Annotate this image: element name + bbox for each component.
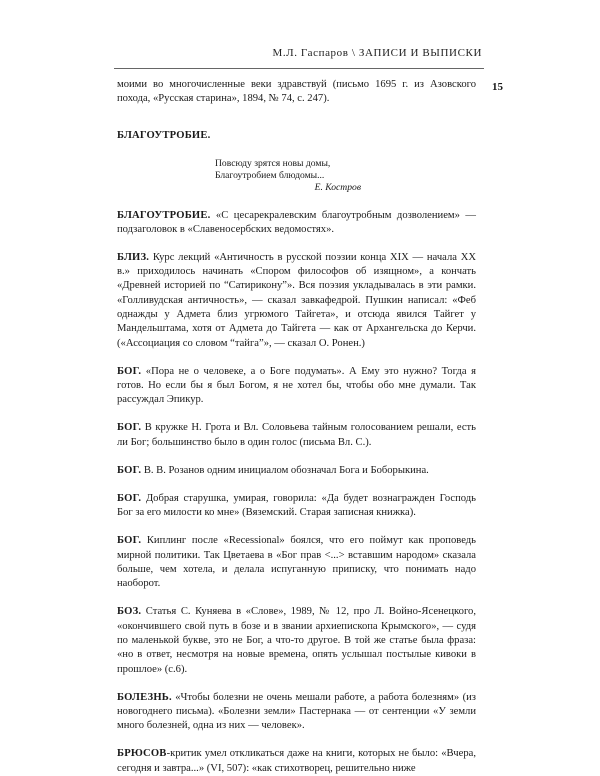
dictionary-entry <box>117 492 476 521</box>
entry-headword: БОГ. <box>117 422 142 434</box>
entry-text: -критик умел откликаться даже на книги, которых не было: «Вчера, сегодня и завтра...» (VI, 507): «как стихотворец, решительно ниже <box>117 748 476 774</box>
entry-headword: БЛИЗ. <box>117 251 150 263</box>
entry-text: В. В. Розанов одним инициалом обозначал Бога и Боборыкина. <box>141 464 429 476</box>
epigraph-line: Благоутробием блюдомы... <box>215 170 325 182</box>
entry-text: Статья С. Куняева в «Слове», 1989, № 12, про Л. Войно-Ясенецкого, «окончившего свой путь в бозе и в звании архиепископа Крымского», — судя по маленькой букве, это не Бог, а что-то другое. В той же статье была фраза: «но в ответ, несмотря на новые времена, опять услышал постылые кивоки в прошлое» (с.6). <box>117 606 476 675</box>
entry-headword: БРЮСОВ <box>117 748 167 760</box>
entry-headword: БЛАГОУТРОБИЕ. <box>117 209 211 221</box>
dictionary-entry <box>117 421 476 450</box>
dictionary-entry <box>117 605 476 676</box>
dictionary-entry <box>117 464 476 478</box>
dictionary-entry <box>117 365 476 408</box>
dictionary-entry <box>117 209 476 238</box>
header-rule <box>114 68 484 69</box>
entry-headword: БОГ. <box>117 535 142 547</box>
entry-text: Добрая старушка, умирая, говорила: «Да будет вознагражден Господь Бог за его милости ко мне» (Вяземский. Старая записная книжка). <box>117 492 476 519</box>
entry-text: «С цесарекралевским благоутробным дозволением» — подзаголовок в «Славеносербских ведомостях». <box>117 209 476 235</box>
section-title: БЛАГОУТРОБИЕ. <box>117 129 211 141</box>
entry-text: Курс лекций «Античность в русской поэзии конца XIX — начала XX в.» приходилось начинать «Спором философов об изящном», а кончать «Древней историей по “Сатирикону”». Вся поэзия укладывалась в эти рамки. «Голливудская античность», — сказал завкафедрой. Пушкин написал: «Феб однажды у Адмета близ угрюмого Тайгета», и отсюда явился Тайгет у Мандельштама, хотя от Адмета до Тайгета — как от Архангельска до Керчи. («Ассоциация со словом “тайга”», — сказал О. Ронен.) <box>117 251 476 349</box>
entry-headword: БОЛЕЗНЬ. <box>117 691 172 703</box>
entry-text: «Чтобы болезни не очень мешали работе, а работа болезням» (из новогоднего письма). «Болезни земли» Пастернака — от сентенции «У земли много болезней, одна из них — человек». <box>117 691 476 732</box>
entry-text: В кружке Н. Грота и Вл. Соловьева тайным голосованием решали, есть ли Бог; большинство было в один голос (письма Вл. С.). <box>117 422 476 448</box>
dictionary-entry <box>117 691 476 734</box>
intro-paragraph: моими во многочисленные веки здравствуй (письмо 1695 г. из Азовского похода, «Русская старина», 1894, № 74, с. 247). <box>117 79 476 105</box>
epigraph-author: Е. Костров <box>314 182 361 194</box>
entry-headword: БОГ. <box>117 365 142 377</box>
epigraph <box>117 158 365 195</box>
entry-headword: БОЗ. <box>117 606 142 618</box>
entry-text: «Пора не о человеке, а о Боге подумать». А Ему это нужно? Тогда я готов. Но если бы я был Богом, я не хотел бы, чтобы обо мне думали. Так рассуждал Эпикур. <box>117 365 476 406</box>
epigraph-line: Повсюду зрятся новы домы, <box>215 157 331 169</box>
dictionary-entry <box>117 251 476 351</box>
entry-headword: БОГ. <box>117 464 142 476</box>
entry-headword: БОГ. <box>117 492 142 504</box>
dictionary-entry <box>117 534 476 591</box>
entry-text: Киплинг после «Recessional» боялся, что его поймут как проповедь мирной политики. Так Цветаева в «Бог прав <...> вставшим народом» сказала больше, чем хотела, и делала испуганную приписку, что понимать надо наоборот. <box>117 535 476 590</box>
running-head: М.Л. Гаспаров \ ЗАПИСИ И ВЫПИСКИ <box>272 47 482 59</box>
dictionary-entry <box>117 747 476 776</box>
page-number: 15 <box>492 81 503 93</box>
page-body <box>117 78 476 776</box>
